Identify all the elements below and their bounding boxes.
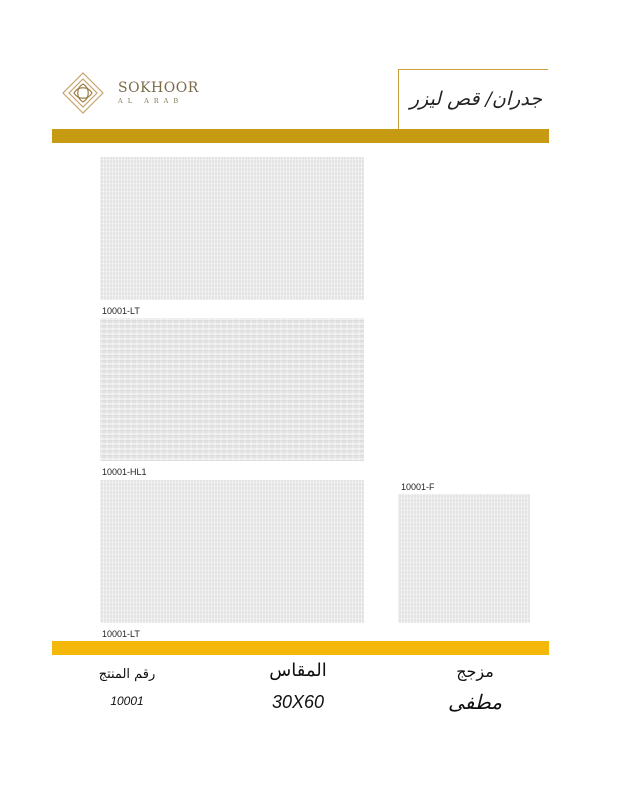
tile-image-hl1 — [100, 318, 364, 461]
size-label: المقاس — [269, 660, 327, 681]
brand-tagline: AL ARAB — [118, 97, 184, 105]
product-code-label: رقم المنتج — [98, 667, 156, 682]
tile-code-label: 10001-LT — [102, 629, 140, 639]
finish-label: مزجج — [456, 662, 494, 681]
tile-code-label: 10001-F — [401, 482, 435, 492]
top-gold-bar — [52, 129, 549, 143]
bottom-gold-bar — [52, 641, 549, 655]
tile-image-lt-1 — [100, 157, 364, 300]
tile-code-label: 10001-HL1 — [102, 467, 147, 477]
diamond-logo-icon — [60, 70, 106, 116]
product-code-value: 10001 — [110, 694, 144, 708]
finish-value: مطفى — [448, 690, 502, 714]
brand-name: SOKHOOR — [118, 80, 199, 96]
tile-code-label: 10001-LT — [102, 306, 140, 316]
tile-image-lt-2 — [100, 480, 364, 623]
tile-image-f — [398, 494, 530, 623]
size-value: 30X60 — [271, 692, 325, 712]
page-title: جدران/ قص ليزر — [409, 88, 542, 110]
